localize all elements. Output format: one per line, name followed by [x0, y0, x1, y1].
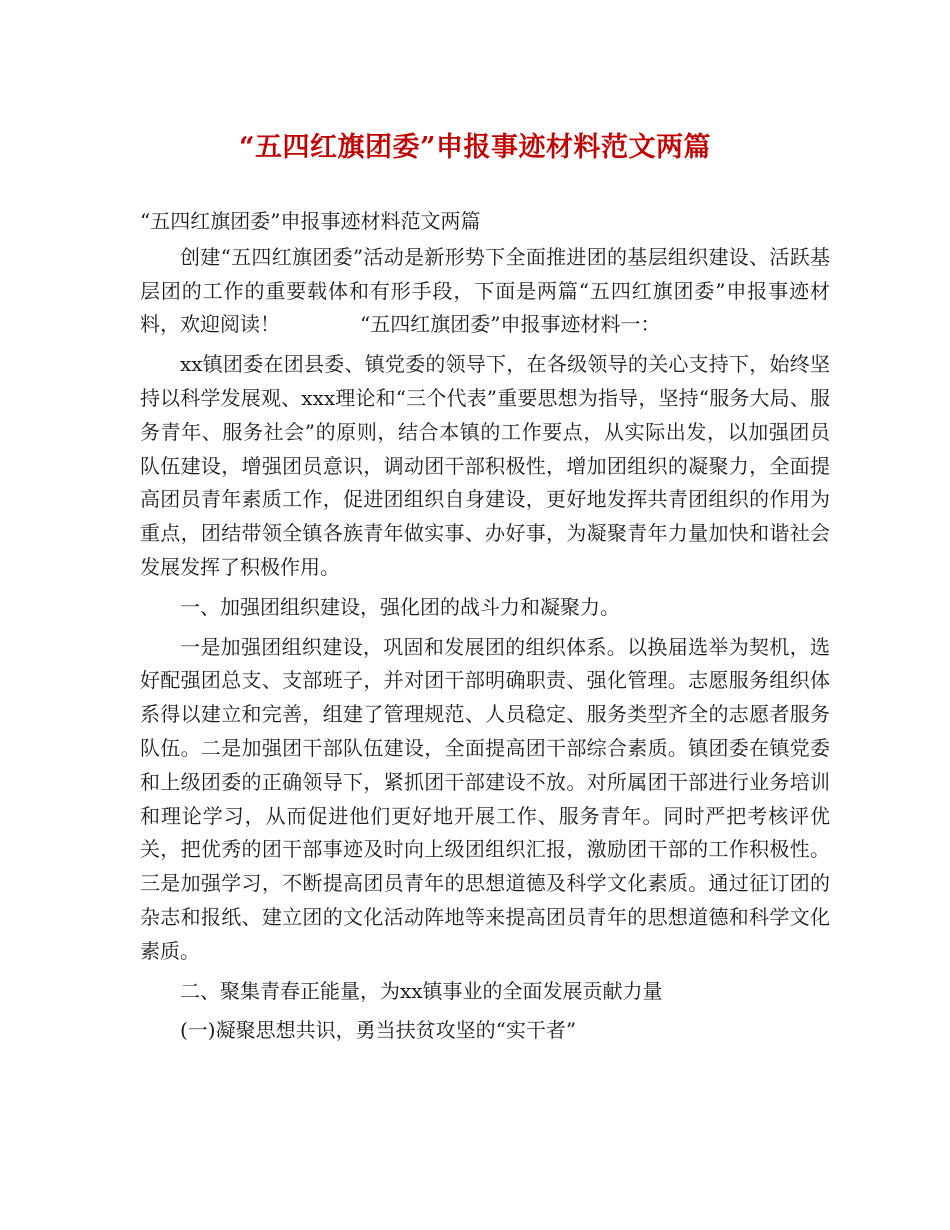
document-subtitle: “五四红旗团委”申报事迹材料范文两篇: [140, 209, 481, 233]
paragraph-overview: xx镇团委在团县委、镇党委的领导下，在各级领导的关心支持下，始终坚持以科学发展观、xxx理论和“三个代表”重要思想为指导，坚持“服务大局、服务青年、服务社会”的原则，结合本镇的工作要点，从实际出发，以加强团员队伍建设，增强团员意识，调动团干部积极性，增加团组织的凝聚力，全面提高团员青年素质工作，促进团组织自身建设，更好地发挥共青团组织的作用为重点，团结带领全镇各族青年做实事、办好事，为凝聚青年力量加快和谐社会发展发挥了积极作用。: [140, 352, 830, 579]
paragraph-section-1: 一是加强团组织建设，巩固和发展团的组织体系。以换届选举为契机，选好配强团总支、支部班子，并对团干部明确职责、强化管理。志愿服务组织体系得以建立和完善，组建了管理规范、人员稳定、服务类型齐全的志愿者服务队伍。二是加强团干部队伍建设，全面提高团干部综合素质。镇团委在镇党委和上级团委的正确领导下，紧抓团干部建设不放。对所属团干部进行业务培训和理论学习，从而促进他们更好地开展工作、服务青年。同时严把考核评优关，把优秀的团干部事迹及时向上级团组织汇报，激励团干部的工作积极性。三是加强学习，不断提高团员青年的思想道德及科学文化素质。通过征订团的杂志和报纸、建立团的文化活动阵地等来提高团员青年的思想道德和科学文化素质。: [140, 634, 830, 963]
document-body: [140, 205, 830, 1048]
document-title: “五四红旗团委”申报事迹材料范文两篇: [238, 132, 712, 163]
section-heading-2: 二、聚集青春正能量，为xx镇事业的全面发展贡献力量: [180, 978, 663, 1003]
subsection-heading-1: (一)凝聚思想共识，勇当扶贫攻坚的“实干者”: [180, 1018, 577, 1043]
section-heading-1: 一、加强团组织建设，强化团的战斗力和凝聚力。: [180, 594, 620, 619]
paragraph-intro: 创建“五四红旗团委”活动是新形势下全面推进团的基层组织建设、活跃基层团的工作的重要载体和有形手段，下面是两篇“五四红旗团委”申报事迹材料，欢迎阅读！ “五四红旗团委”申报事迹材料一：: [140, 244, 830, 337]
